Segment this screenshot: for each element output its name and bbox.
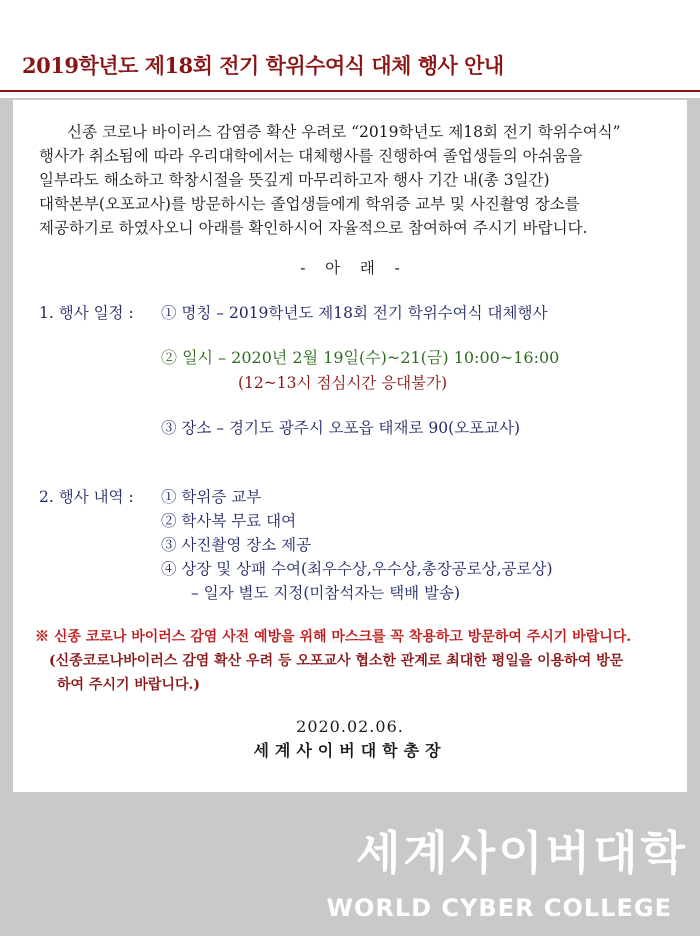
intro-line: 제공하기로 하였사오니 아래를 확인하시어 자율적으로 참여하여 주시기 바랍니다.: [39, 219, 588, 237]
title-divider: [0, 90, 700, 92]
details-item: ④ 상장 및 상패 수여(최우수상,우수상,총장공로상,공로상): [161, 560, 553, 578]
footer-logo-english: WORLD CYBER COLLEGE: [326, 894, 672, 922]
schedule-label: 1. 행사 일정 :: [39, 304, 134, 322]
notice-sub-line: (신종코로나바이러스 감염 확산 우려 등 오포교사 협소한 관계로 최대한 평일을 이용하여 방문: [49, 653, 624, 669]
notice-date: 2020.02.06.: [296, 717, 404, 736]
schedule-name: ① 명칭 – 2019학년도 제18회 전기 학위수여식 대체행사: [161, 304, 548, 322]
details-item: ② 학사복 무료 대여: [161, 512, 297, 530]
intro-line: 대학본부(오포교사)를 방문하시는 졸업생들에게 학위증 교부 및 사진촬영 장소를: [39, 195, 580, 213]
schedule-place: ③ 장소 – 경기도 광주시 오포읍 태재로 90(오포교사): [161, 419, 521, 437]
page-title: 2019학년도 제18회 전기 학위수여식 대체 행사 안내: [22, 53, 504, 78]
section-heading: - 아 래 -: [300, 259, 400, 277]
details-item: ① 학위증 교부: [161, 488, 262, 506]
details-sub-note: – 일자 별도 지정(미참석자는 택배 발송): [191, 584, 461, 602]
notice-card: [13, 100, 687, 792]
details-item: ③ 사진촬영 장소 제공: [161, 536, 312, 554]
signature: 세계사이버대학총장: [253, 741, 447, 760]
intro-line: 일부라도 해소하고 학창시절을 뜻깊게 마무리하고자 행사 기간 내(총 3일간): [39, 171, 550, 189]
title-band: [0, 0, 700, 98]
intro-paragraph: [39, 120, 669, 240]
notice-sub-line: 하여 주시기 바랍니다.): [57, 677, 200, 693]
notice-main: ※ 신종 코로나 바이러스 감염 사전 예방을 위해 마스크를 꼭 착용하고 방문하여 주시기 바랍니다.: [35, 629, 632, 645]
intro-line: 행사가 취소됨에 따라 우리대학에서는 대체행사를 진행하여 졸업생들의 아쉬움을: [39, 147, 583, 165]
lunch-note: (12~13시 점심시간 응대불가): [238, 374, 448, 392]
intro-line: 신종 코로나 바이러스 감염증 확산 우려로 “2019학년도 제18회 전기 학위수여식”: [67, 123, 621, 141]
schedule-datetime: ② 일시 – 2020년 2월 19일(수)~21(금) 10:00~16:00: [161, 348, 560, 367]
details-label: 2. 행사 내역 :: [39, 488, 134, 506]
footer-logo-korean: 세계사이버대학: [355, 826, 688, 880]
